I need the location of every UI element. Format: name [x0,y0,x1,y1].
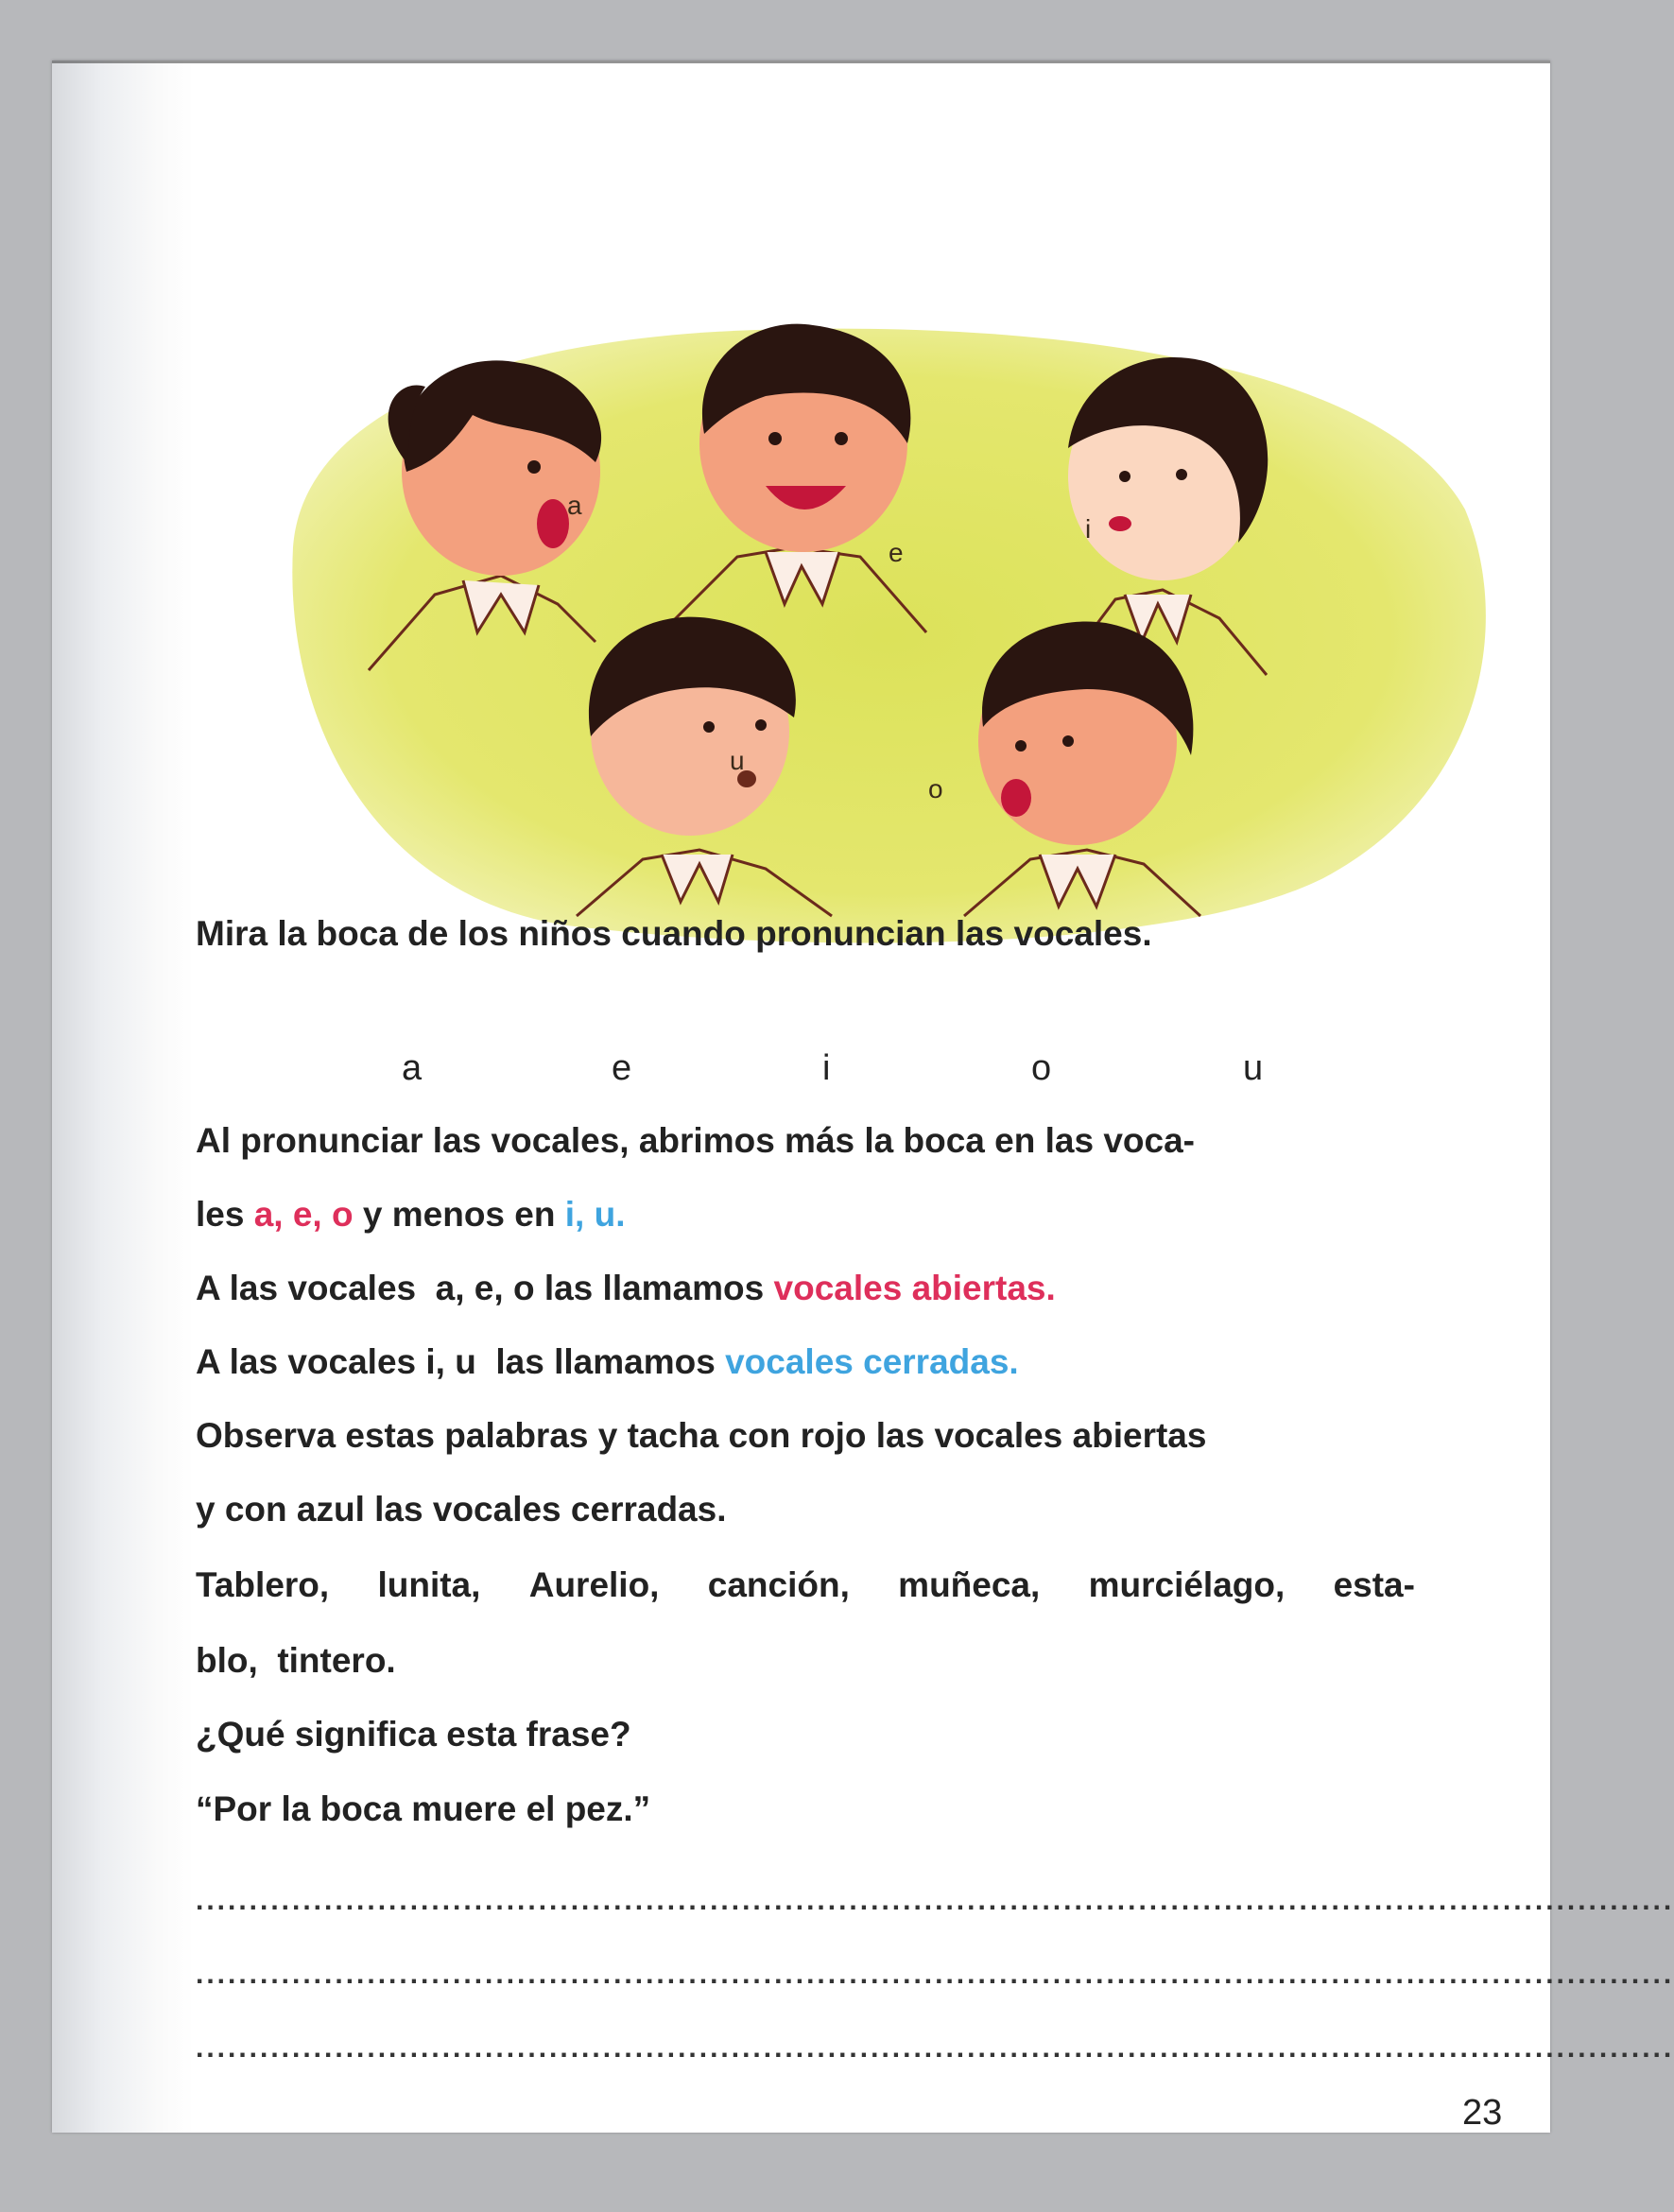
vowel-o: o [1031,1048,1052,1088]
answer-line-1[interactable]: .......................................................................................................................................... [196,1885,1674,1916]
closed-sentence-prefix: A las vocales i, u las llamamos [196,1342,726,1381]
saying-line: “Por la boca muere el pez.” [196,1789,651,1828]
mouth-letter-i: i [1085,514,1092,544]
vowel-a: a [402,1048,423,1088]
paragraph1-line2 [196,1195,625,1235]
paragraph1-middle: y menos en [353,1195,565,1234]
vowel-u: u [1243,1048,1264,1088]
children-vowels-illustration [265,302,1493,954]
closed-vowels-sentence [196,1342,1019,1382]
word-item: murciélago, [1088,1565,1286,1604]
answer-line-2[interactable]: .......................................................................................................................................... [196,1959,1674,1990]
word-list-line1 [196,1565,1415,1605]
word-item: canción, [707,1565,850,1604]
word-item: esta- [1333,1565,1415,1604]
mouth-letter-e: e [889,538,904,567]
open-vowels-highlight: a, e, o [253,1195,354,1234]
word-item: Aurelio, [528,1565,660,1604]
mouth-letter-a: a [567,491,582,520]
word-item: Tablero, [196,1565,330,1604]
mouth-letter-o: o [928,774,943,804]
vowel-e: e [612,1048,632,1088]
open-sentence-prefix: A las vocales a, e, o las llamamos [196,1269,774,1307]
vowel-i: i [822,1048,831,1088]
open-vowels-sentence [196,1269,1056,1308]
instructions-line1: Observa estas palabras y tacha con rojo las vocales abiertas [196,1416,1207,1455]
paragraph1-prefix: les [196,1195,254,1234]
answer-line-3[interactable]: .......................................................................................................................................... [196,2032,1674,2064]
word-list-line2: blo, tintero. [196,1641,396,1680]
word-item: lunita, [377,1565,481,1604]
question-line: ¿Qué significa esta frase? [196,1715,631,1754]
intro-line: Mira la boca de los niños cuando pronuncian las vocales. [196,914,1152,953]
mouth-letter-u: u [730,746,745,775]
instructions-line2: y con azul las vocales cerradas. [196,1490,727,1529]
page-number: 23 [1462,2093,1503,2133]
open-vowels-term: vocales abiertas. [773,1269,1056,1307]
paragraph1-line1: Al pronunciar las vocales, abrimos más la boca en las voca- [196,1121,1195,1160]
word-item: muñeca, [898,1565,1041,1604]
closed-vowels-term: vocales cerradas. [725,1342,1019,1381]
closed-vowels-highlight: i, u. [564,1195,626,1234]
book-page [52,60,1674,2133]
page-top-edge [52,60,1550,63]
page-gutter [52,60,194,2133]
